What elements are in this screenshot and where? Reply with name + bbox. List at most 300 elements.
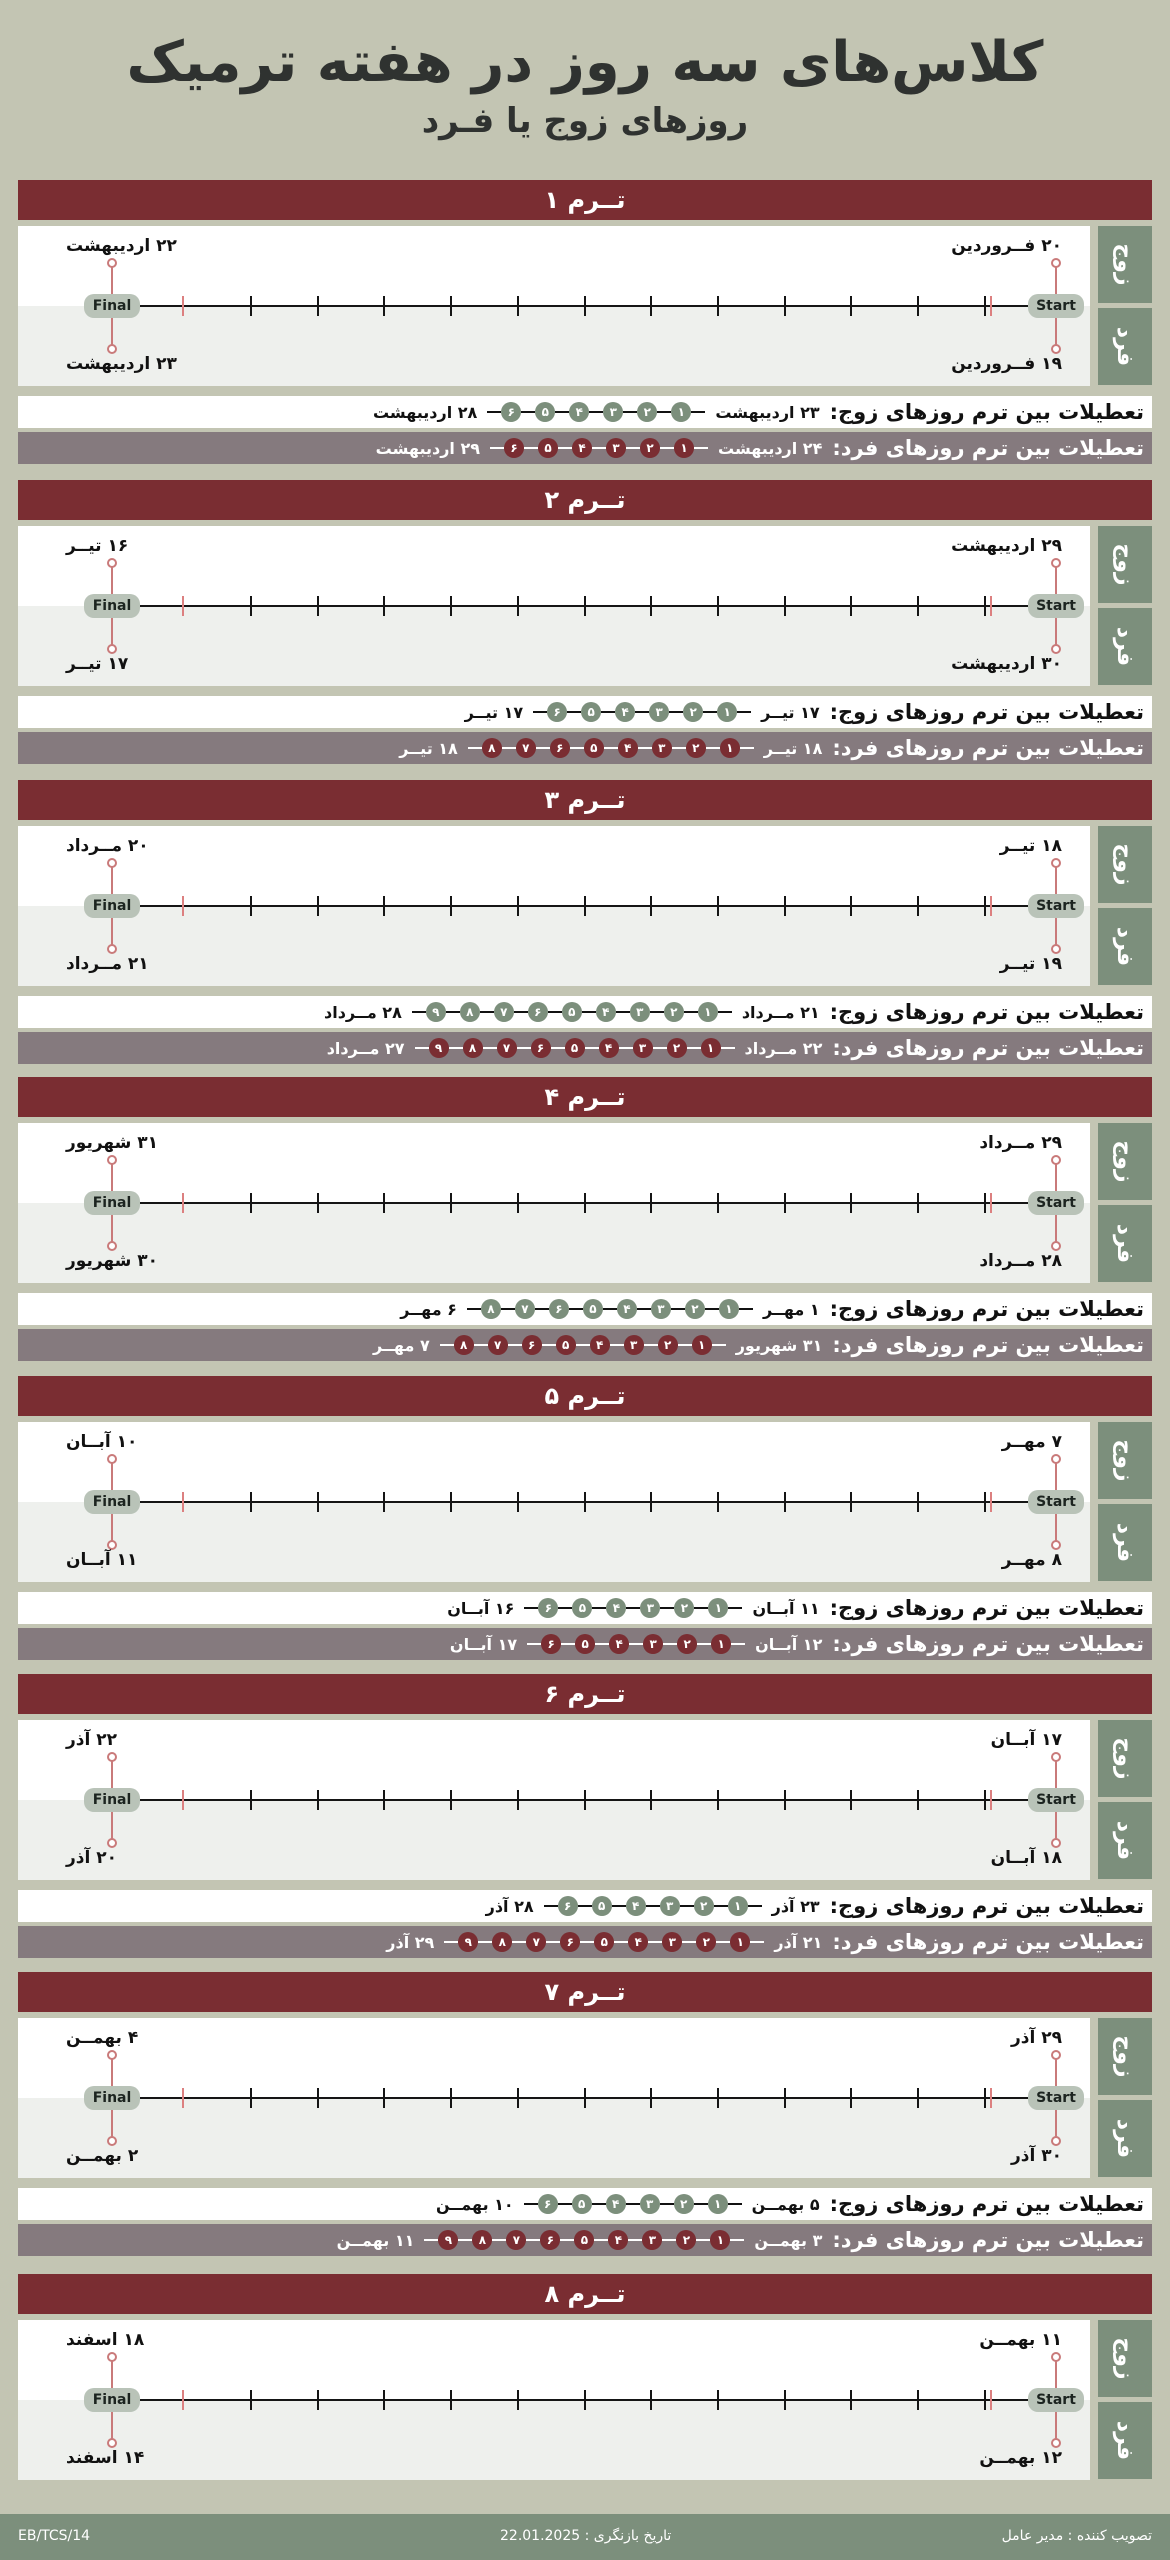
holiday-session-number: ۵ [538, 438, 558, 458]
chain-line [684, 1011, 698, 1013]
timeline-tick [450, 2390, 452, 2410]
holiday-session-number: ۴ [628, 1932, 648, 1952]
marker-stem [1055, 1163, 1057, 1191]
odd-start-date: ۲۸ مــرداد [979, 1251, 1062, 1271]
holiday-session-number: ۲ [658, 1335, 678, 1355]
marker-stem [111, 1462, 113, 1490]
timeline-tick [450, 296, 452, 316]
holiday-session-number: ۲ [694, 1896, 714, 1916]
chain-line [585, 1047, 599, 1049]
timeline-tick [317, 596, 319, 616]
term-block [18, 480, 1152, 764]
holiday-session-number: ۵ [556, 1335, 576, 1355]
term-title: تــرم ۵ [18, 1376, 1152, 1416]
chain-line [623, 411, 637, 413]
timeline-axis [98, 305, 1068, 307]
holiday-from-date: ۳۱ شهریور [735, 1335, 823, 1355]
timeline-axis [98, 1501, 1068, 1503]
holiday-from-date: ۳ بهمــن [754, 2230, 823, 2250]
odd-start-date: ۳۰ آذر [1010, 2146, 1062, 2166]
timeline-tick [517, 1790, 519, 1810]
timeline-axis [98, 605, 1068, 607]
marker-stem [1055, 1514, 1057, 1542]
chain-line [483, 1047, 497, 1049]
timeline-tick-start [990, 1492, 992, 1512]
term-title: تــرم ۱ [18, 180, 1152, 220]
chain-line [696, 2239, 710, 2241]
marker-stem [111, 566, 113, 594]
chain-line [694, 447, 708, 449]
timeline-tick [383, 2390, 385, 2410]
timeline-tick [917, 596, 919, 616]
page-title: کلاس‌های سه روز در هفته ترمیک [126, 30, 1044, 95]
timeline-axis [98, 905, 1068, 907]
odd-final-date: ۲ بهمــن [66, 2146, 139, 2166]
holiday-session-number: ۲ [677, 1634, 697, 1654]
holiday-session-number: ۳ [652, 738, 672, 758]
holiday-session-number: ۵ [565, 1038, 585, 1058]
marker-stem [111, 918, 113, 946]
even-days-row [18, 1422, 1090, 1502]
marker-dot [107, 344, 117, 354]
chain-line [548, 1011, 562, 1013]
timeline-axis [98, 1799, 1068, 1801]
final-marker: Final [84, 294, 140, 318]
holiday-to-date: ۱۷ آبــان [449, 1634, 518, 1654]
chain-line [561, 1643, 575, 1645]
holiday-chain [468, 738, 754, 758]
chain-line [657, 411, 671, 413]
start-marker: Start [1028, 594, 1084, 618]
holiday-from-date: ۵ بهمــن [751, 2194, 820, 2214]
even-tab: زوج [1098, 2018, 1152, 2095]
timeline-axis [98, 1202, 1068, 1204]
timeline-tick [250, 596, 252, 616]
marker-dot [1051, 344, 1061, 354]
holiday-session-number: ۳ [640, 2194, 660, 2214]
holiday-session-number: ۸ [460, 1002, 480, 1022]
chain-line [604, 747, 618, 749]
term-timeline [18, 1720, 1152, 1880]
timeline-tick [717, 1492, 719, 1512]
chain-line [740, 747, 754, 749]
holiday-to-date: ۷ مهــر [373, 1335, 430, 1355]
holiday-session-number: ۵ [535, 402, 555, 422]
holiday-chain [490, 438, 708, 458]
even-start-date: ۱۷ آبــان [990, 1730, 1062, 1750]
chain-line [467, 1308, 481, 1310]
chain-line [526, 2239, 540, 2241]
timeline-tick [917, 1193, 919, 1213]
holiday-session-number: ۹ [429, 1038, 449, 1058]
holiday-chain [467, 1299, 753, 1319]
odd-final-date: ۱۷ تیــر [66, 654, 129, 674]
chain-line [728, 2203, 742, 2205]
timeline-tick [717, 596, 719, 616]
chain-line [612, 1905, 626, 1907]
marker-stem [111, 266, 113, 294]
timeline-tick [317, 2088, 319, 2108]
chain-line [546, 1941, 560, 1943]
chain-line [637, 1308, 651, 1310]
timeline-tick-final [182, 296, 184, 316]
holiday-session-number: ۴ [618, 738, 638, 758]
marker-dot [1051, 644, 1061, 654]
marker-stem [111, 618, 113, 646]
holiday-session-number: ۵ [562, 1002, 582, 1022]
even-days-row [18, 826, 1090, 906]
chain-line [712, 1344, 726, 1346]
odd-tab: فرد [1098, 308, 1152, 385]
chain-line [582, 1011, 596, 1013]
timeline-tick-final [182, 2088, 184, 2108]
holiday-session-number: ۶ [538, 1598, 558, 1618]
timeline-tick [317, 1790, 319, 1810]
odd-days-row [18, 906, 1090, 986]
odd-holidays-row [18, 1329, 1152, 1361]
marker-stem [1055, 2058, 1057, 2086]
chain-line [468, 747, 482, 749]
timeline-tick [984, 2088, 986, 2108]
term-block [18, 180, 1152, 464]
timeline-tick [850, 296, 852, 316]
chain-line [626, 2203, 640, 2205]
holiday-chain [533, 702, 751, 722]
even-tab: زوج [1098, 226, 1152, 303]
marker-stem [111, 1163, 113, 1191]
odd-final-date: ۱۱ آبــان [66, 1550, 138, 1570]
marker-dot [107, 2352, 117, 2362]
marker-dot [1051, 2136, 1061, 2146]
holiday-to-date: ۱۶ آبــان [447, 1598, 515, 1618]
chain-line [730, 2239, 744, 2241]
timeline-tick [650, 2088, 652, 2108]
chain-line [669, 711, 683, 713]
timeline-tick [917, 896, 919, 916]
timeline-tick-final [182, 2390, 184, 2410]
timeline-tick [917, 1492, 919, 1512]
even-holidays-row [18, 396, 1152, 428]
holidays-label: تعطیلات بین ترم روزهای زوج: [829, 2192, 1144, 2216]
chain-line [521, 411, 535, 413]
holiday-session-number: ۶ [501, 402, 521, 422]
term-title: تــرم ۷ [18, 1972, 1152, 2012]
timeline-tick-start [990, 296, 992, 316]
term-title: تــرم ۳ [18, 780, 1152, 820]
marker-dot [1051, 1752, 1061, 1762]
term-block [18, 1376, 1152, 1660]
chain-line [629, 1643, 643, 1645]
timeline-tick-final [182, 1790, 184, 1810]
timeline-tick [317, 296, 319, 316]
final-marker: Final [84, 1490, 140, 1514]
timeline-tick [917, 1790, 919, 1810]
timeline-tick [917, 2390, 919, 2410]
holiday-session-number: ۴ [596, 1002, 616, 1022]
odd-holidays-row [18, 732, 1152, 764]
timeline-tick [450, 2088, 452, 2108]
chain-line [703, 711, 717, 713]
timeline-tick [717, 1790, 719, 1810]
holiday-from-date: ۱۱ آبــان [752, 1598, 820, 1618]
holiday-session-number: ۳ [630, 1002, 650, 1022]
holiday-session-number: ۴ [569, 402, 589, 422]
holiday-to-date: ۱۰ بهمــن [435, 2194, 514, 2214]
even-start-date: ۲۹ آذر [1010, 2028, 1062, 2048]
timeline-tick [650, 2390, 652, 2410]
even-start-date: ۲۹ اردیبهشت [951, 536, 1062, 556]
marker-dot [107, 2136, 117, 2146]
even-tab: زوج [1098, 1720, 1152, 1797]
holiday-session-number: ۳ [606, 438, 626, 458]
holiday-to-date: ۲۹ اردیبهشت [375, 438, 480, 458]
even-days-row [18, 2018, 1090, 2098]
holiday-chain [524, 2194, 742, 2214]
holidays-label: تعطیلات بین ترم روزهای زوج: [829, 1894, 1144, 1918]
even-holidays-row [18, 696, 1152, 728]
holiday-session-number: ۸ [463, 1038, 483, 1058]
holiday-session-number: ۴ [608, 2230, 628, 2250]
holiday-session-number: ۷ [516, 738, 536, 758]
marker-dot [1051, 2438, 1061, 2448]
holiday-session-number: ۳ [662, 1932, 682, 1952]
final-marker: Final [84, 2388, 140, 2412]
marker-dot [1051, 1155, 1061, 1165]
final-marker: Final [84, 1788, 140, 1812]
marker-stem [1055, 918, 1057, 946]
holiday-to-date: ۱۱ بهمــن [336, 2230, 415, 2250]
term-timeline [18, 2320, 1152, 2480]
chain-line [440, 1344, 454, 1346]
chain-line [601, 711, 615, 713]
holiday-session-number: ۷ [526, 1932, 546, 1952]
term-block [18, 2274, 1152, 2480]
start-marker: Start [1028, 294, 1084, 318]
timeline-tick [850, 2390, 852, 2410]
holidays-label: تعطیلات بین ترم روزهای زوج: [829, 400, 1144, 424]
marker-stem [111, 2360, 113, 2388]
marker-stem [1055, 1215, 1057, 1243]
timeline-tick [717, 896, 719, 916]
holiday-session-number: ۱ [711, 1634, 731, 1654]
timeline-tick [850, 596, 852, 616]
holiday-session-number: ۶ [528, 1002, 548, 1022]
chain-line [648, 1941, 662, 1943]
chain-line [728, 1607, 742, 1609]
marker-stem [1055, 2110, 1057, 2138]
timeline-tick [250, 1790, 252, 1810]
holiday-session-number: ۱ [720, 738, 740, 758]
timeline-tick [250, 2390, 252, 2410]
chain-line [555, 411, 569, 413]
marker-dot [107, 258, 117, 268]
timeline-tick [717, 2390, 719, 2410]
timeline-tick [984, 596, 986, 616]
holiday-session-number: ۸ [472, 2230, 492, 2250]
timeline-tick [450, 1492, 452, 1512]
holiday-session-number: ۱ [710, 2230, 730, 2250]
holiday-from-date: ۱۸ تیــر [763, 738, 823, 758]
marker-stem [1055, 318, 1057, 346]
final-marker: Final [84, 894, 140, 918]
holiday-session-number: ۱ [730, 1932, 750, 1952]
marker-dot [107, 1155, 117, 1165]
chain-line [514, 1011, 528, 1013]
even-days-row [18, 526, 1090, 606]
timeline-tick [584, 896, 586, 916]
holiday-to-date: ۲۷ مــرداد [326, 1038, 405, 1058]
timeline-tick [517, 2088, 519, 2108]
timeline-tick [450, 1790, 452, 1810]
holiday-session-number: ۱ [717, 702, 737, 722]
holiday-session-number: ۴ [606, 2194, 626, 2214]
timeline-tick [584, 1492, 586, 1512]
marker-stem [111, 1514, 113, 1542]
review-date: تاریخ بازنگری : 22.01.2025 [500, 2528, 672, 2544]
timeline-tick [784, 596, 786, 616]
holiday-chain [440, 1335, 726, 1355]
holiday-session-number: ۶ [547, 702, 567, 722]
odd-days-row [18, 2400, 1090, 2480]
timeline-tick [650, 1790, 652, 1810]
holiday-session-number: ۱ [701, 1038, 721, 1058]
odd-final-date: ۲۱ مــرداد [66, 954, 149, 974]
holiday-session-number: ۶ [531, 1038, 551, 1058]
holiday-session-number: ۳ [649, 702, 669, 722]
start-marker: Start [1028, 2388, 1084, 2412]
even-tab: زوج [1098, 1123, 1152, 1200]
chain-line [626, 447, 640, 449]
holiday-from-date: ۲۲ مــرداد [744, 1038, 823, 1058]
chain-line [671, 1308, 685, 1310]
odd-start-date: ۱۹ تیــر [999, 954, 1062, 974]
start-marker: Start [1028, 1788, 1084, 1812]
timeline-tick-start [990, 2390, 992, 2410]
odd-start-date: ۸ مهــر [1001, 1550, 1062, 1570]
term-title: تــرم ۴ [18, 1077, 1152, 1117]
holiday-session-number: ۵ [581, 702, 601, 722]
holiday-session-number: ۴ [626, 1896, 646, 1916]
holiday-session-number: ۶ [538, 2194, 558, 2214]
term-title: تــرم ۶ [18, 1674, 1152, 1714]
timeline-tick-start [990, 2088, 992, 2108]
holidays-label: تعطیلات بین ترم روزهای زوج: [829, 1000, 1144, 1024]
chain-line [697, 1643, 711, 1645]
holiday-session-number: ۱ [671, 402, 691, 422]
timeline-tick [450, 1193, 452, 1213]
odd-days-row [18, 2098, 1090, 2178]
timeline-tick [517, 1492, 519, 1512]
holiday-session-number: ۶ [550, 738, 570, 758]
even-final-date: ۲۲ اردیبهشت [66, 236, 177, 256]
timeline-tick [317, 1193, 319, 1213]
even-final-date: ۱۰ آبــان [66, 1432, 138, 1452]
holiday-session-number: ۲ [676, 2230, 696, 2250]
odd-start-date: ۱۸ آبــان [990, 1848, 1062, 1868]
chain-line [660, 1607, 674, 1609]
final-marker: Final [84, 1191, 140, 1215]
chain-line [446, 1011, 460, 1013]
page-subtitle: روزهای زوج یا فـرد [421, 101, 749, 141]
marker-dot [107, 1241, 117, 1251]
holiday-session-number: ۵ [583, 1299, 603, 1319]
holiday-chain [412, 1002, 732, 1022]
holiday-session-number: ۵ [574, 2230, 594, 2250]
chain-line [578, 1905, 592, 1907]
chain-line [558, 1607, 572, 1609]
timeline-tick-final [182, 1492, 184, 1512]
holiday-to-date: ۱۸ تیــر [399, 738, 458, 758]
holiday-from-date: ۱ مهــر [762, 1299, 820, 1319]
timeline-tick [984, 1492, 986, 1512]
chain-line [646, 1905, 660, 1907]
odd-tab: فرد [1098, 1504, 1152, 1581]
chain-line [449, 1047, 463, 1049]
marker-dot [1051, 2050, 1061, 2060]
timeline-tick [984, 1193, 986, 1213]
timeline-tick [517, 2390, 519, 2410]
holiday-session-number: ۴ [572, 438, 592, 458]
marker-dot [107, 858, 117, 868]
timeline-tick [717, 296, 719, 316]
term-timeline [18, 1422, 1152, 1582]
holiday-session-number: ۶ [522, 1335, 542, 1355]
chain-line [533, 711, 547, 713]
timeline-tick [784, 1790, 786, 1810]
marker-dot [107, 558, 117, 568]
holiday-session-number: ۳ [660, 1896, 680, 1916]
timeline-tick [850, 1492, 852, 1512]
timeline-tick [383, 296, 385, 316]
timeline-tick [650, 1492, 652, 1512]
timeline-tick [784, 296, 786, 316]
marker-stem [111, 1760, 113, 1788]
holidays-label: تعطیلات بین ترم روزهای فرد: [832, 1930, 1144, 1954]
holidays-label: تعطیلات بین ترم روزهای فرد: [832, 1632, 1144, 1656]
timeline-tick [850, 1790, 852, 1810]
holiday-session-number: ۲ [674, 2194, 694, 2214]
term-block [18, 780, 1152, 1064]
timeline-tick [250, 296, 252, 316]
chain-line [706, 747, 720, 749]
odd-holidays-row [18, 432, 1152, 464]
holidays-label: تعطیلات بین ترم روزهای زوج: [829, 1596, 1144, 1620]
holiday-session-number: ۸ [492, 1932, 512, 1952]
chain-line [517, 1047, 531, 1049]
holiday-session-number: ۷ [506, 2230, 526, 2250]
chain-line [524, 1607, 538, 1609]
odd-holidays-row [18, 1926, 1152, 1958]
holiday-session-number: ۶ [504, 438, 524, 458]
chain-line [650, 1011, 664, 1013]
chain-line [694, 2203, 708, 2205]
odd-final-date: ۲۰ آذر [66, 1848, 118, 1868]
holiday-chain [424, 2230, 744, 2250]
chain-line [592, 447, 606, 449]
term-block [18, 1674, 1152, 1958]
marker-dot [1051, 558, 1061, 568]
chain-line [492, 2239, 506, 2241]
chain-line [458, 2239, 472, 2241]
marker-dot [107, 1454, 117, 1464]
chain-line [660, 2203, 674, 2205]
holiday-session-number: ۴ [606, 1598, 626, 1618]
final-marker: Final [84, 2086, 140, 2110]
holiday-session-number: ۳ [642, 2230, 662, 2250]
start-marker: Start [1028, 1490, 1084, 1514]
holiday-from-date: ۲۳ آذر [771, 1896, 820, 1916]
chain-line [474, 1344, 488, 1346]
